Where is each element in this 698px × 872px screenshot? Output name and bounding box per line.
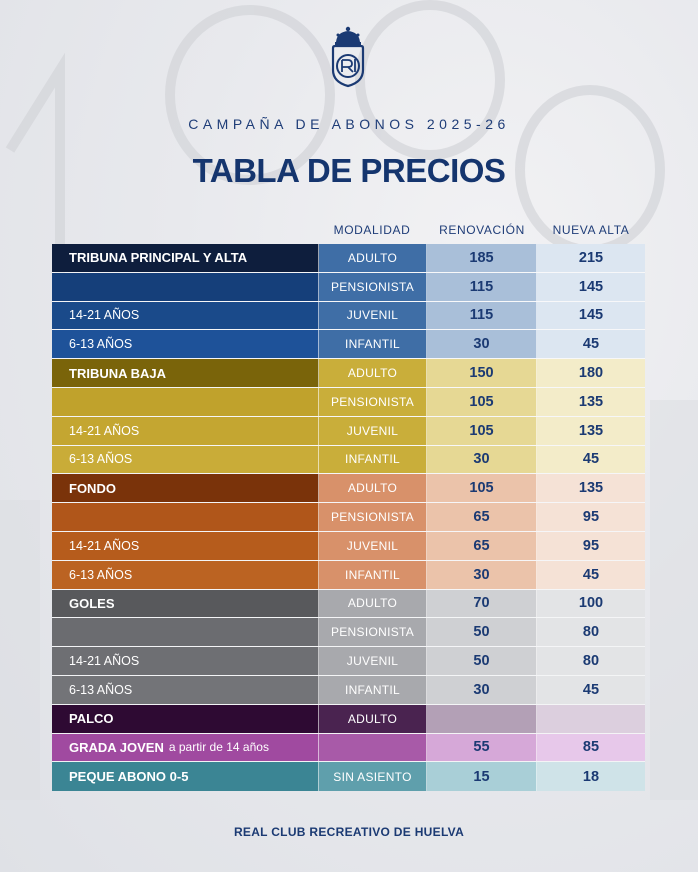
zone-label: 14-21 AÑOS [52, 417, 319, 445]
zone-label [52, 503, 319, 531]
nueva-alta-cell: 95 [537, 503, 645, 531]
modalidad-cell: PENSIONISTA [319, 618, 427, 646]
renovacion-cell: 50 [427, 618, 537, 646]
zone-note: a partir de 14 años [168, 740, 269, 755]
renovacion-cell: 105 [427, 388, 537, 416]
modalidad-cell: JUVENIL [319, 647, 427, 675]
campaign-subtitle: CAMPAÑA DE ABONOS 2025-26 [188, 116, 510, 132]
table-row [52, 273, 645, 302]
renovacion-cell [427, 705, 537, 733]
nueva-alta-cell: 45 [537, 446, 645, 474]
zone-label [52, 388, 319, 416]
zone-label: 14-21 AÑOS [52, 647, 319, 675]
renovacion-cell: 65 [427, 532, 537, 560]
nueva-alta-cell: 45 [537, 676, 645, 704]
renovacion-cell: 115 [427, 302, 537, 330]
modalidad-cell: PENSIONISTA [319, 273, 427, 301]
modalidad-cell: PENSIONISTA [319, 388, 427, 416]
price-table [52, 244, 645, 791]
modalidad-cell: JUVENIL [319, 417, 427, 445]
table-row [52, 561, 645, 590]
nueva-alta-cell: 145 [537, 273, 645, 301]
modalidad-cell: INFANTIL [319, 446, 427, 474]
nueva-alta-cell: 100 [537, 590, 645, 618]
table-row [52, 590, 645, 619]
zone-label: 6-13 AÑOS [52, 561, 319, 589]
nueva-alta-cell: 85 [537, 734, 645, 762]
club-crest-icon [327, 26, 369, 88]
column-header-renovacion: RENOVACIÓN [439, 223, 525, 237]
nueva-alta-cell: 145 [537, 302, 645, 330]
table-row [52, 446, 645, 475]
nueva-alta-cell: 95 [537, 532, 645, 560]
renovacion-cell: 50 [427, 647, 537, 675]
modalidad-cell: ADULTO [319, 359, 427, 387]
table-row [52, 417, 645, 446]
modalidad-cell: JUVENIL [319, 302, 427, 330]
zone-label: PALCO [52, 705, 319, 733]
nueva-alta-cell: 215 [537, 244, 645, 272]
modalidad-cell: INFANTIL [319, 676, 427, 704]
table-row [52, 618, 645, 647]
zone-label: GOLES [52, 590, 319, 618]
modalidad-cell: PENSIONISTA [319, 503, 427, 531]
renovacion-cell: 30 [427, 561, 537, 589]
nueva-alta-cell: 45 [537, 330, 645, 358]
renovacion-cell: 105 [427, 417, 537, 445]
modalidad-cell: SIN ASIENTO [319, 762, 427, 791]
table-row [52, 244, 645, 273]
nueva-alta-cell: 180 [537, 359, 645, 387]
modalidad-cell: ADULTO [319, 705, 427, 733]
nueva-alta-cell: 80 [537, 647, 645, 675]
table-row [52, 705, 645, 734]
table-row [52, 330, 645, 359]
page-title: TABLA DE PRECIOS [192, 152, 506, 189]
nueva-alta-cell: 45 [537, 561, 645, 589]
renovacion-cell: 185 [427, 244, 537, 272]
zone-label: 6-13 AÑOS [52, 330, 319, 358]
zone-label: TRIBUNA BAJA [52, 359, 319, 387]
renovacion-cell: 65 [427, 503, 537, 531]
zone-label [52, 734, 319, 762]
modalidad-cell [319, 734, 427, 762]
table-row [52, 474, 645, 503]
modalidad-cell: INFANTIL [319, 330, 427, 358]
zone-label: 6-13 AÑOS [52, 676, 319, 704]
zone-label: 14-21 AÑOS [52, 302, 319, 330]
nueva-alta-cell: 135 [537, 417, 645, 445]
zone-label: 14-21 AÑOS [52, 532, 319, 560]
renovacion-cell: 70 [427, 590, 537, 618]
nueva-alta-cell: 80 [537, 618, 645, 646]
club-name-footer: REAL CLUB RECREATIVO DE HUELVA [233, 825, 465, 839]
zone-label: TRIBUNA PRINCIPAL Y ALTA [52, 244, 319, 272]
renovacion-cell: 15 [427, 762, 537, 791]
modalidad-cell: ADULTO [319, 244, 427, 272]
zone-name: GRADA JOVEN [69, 739, 164, 755]
renovacion-cell: 30 [427, 446, 537, 474]
table-row [52, 302, 645, 331]
table-row [52, 647, 645, 676]
table-row [52, 734, 645, 763]
table-row [52, 762, 645, 791]
table-row [52, 359, 645, 388]
column-header-modalidad: MODALIDAD [333, 223, 411, 237]
nueva-alta-cell: 135 [537, 474, 645, 502]
table-row [52, 503, 645, 532]
renovacion-cell: 30 [427, 676, 537, 704]
renovacion-cell: 150 [427, 359, 537, 387]
column-header-nueva-alta: NUEVA ALTA [552, 223, 630, 237]
table-row [52, 676, 645, 705]
modalidad-cell: JUVENIL [319, 532, 427, 560]
table-row [52, 388, 645, 417]
zone-label: FONDO [52, 474, 319, 502]
renovacion-cell: 115 [427, 273, 537, 301]
nueva-alta-cell [537, 705, 645, 733]
renovacion-cell: 30 [427, 330, 537, 358]
zone-label: PEQUE ABONO 0-5 [52, 762, 319, 791]
table-row [52, 532, 645, 561]
renovacion-cell: 105 [427, 474, 537, 502]
modalidad-cell: INFANTIL [319, 561, 427, 589]
zone-label [52, 273, 319, 301]
zone-label [52, 618, 319, 646]
nueva-alta-cell: 18 [537, 762, 645, 791]
renovacion-cell: 55 [427, 734, 537, 762]
zone-label: 6-13 AÑOS [52, 446, 319, 474]
nueva-alta-cell: 135 [537, 388, 645, 416]
modalidad-cell: ADULTO [319, 590, 427, 618]
modalidad-cell: ADULTO [319, 474, 427, 502]
